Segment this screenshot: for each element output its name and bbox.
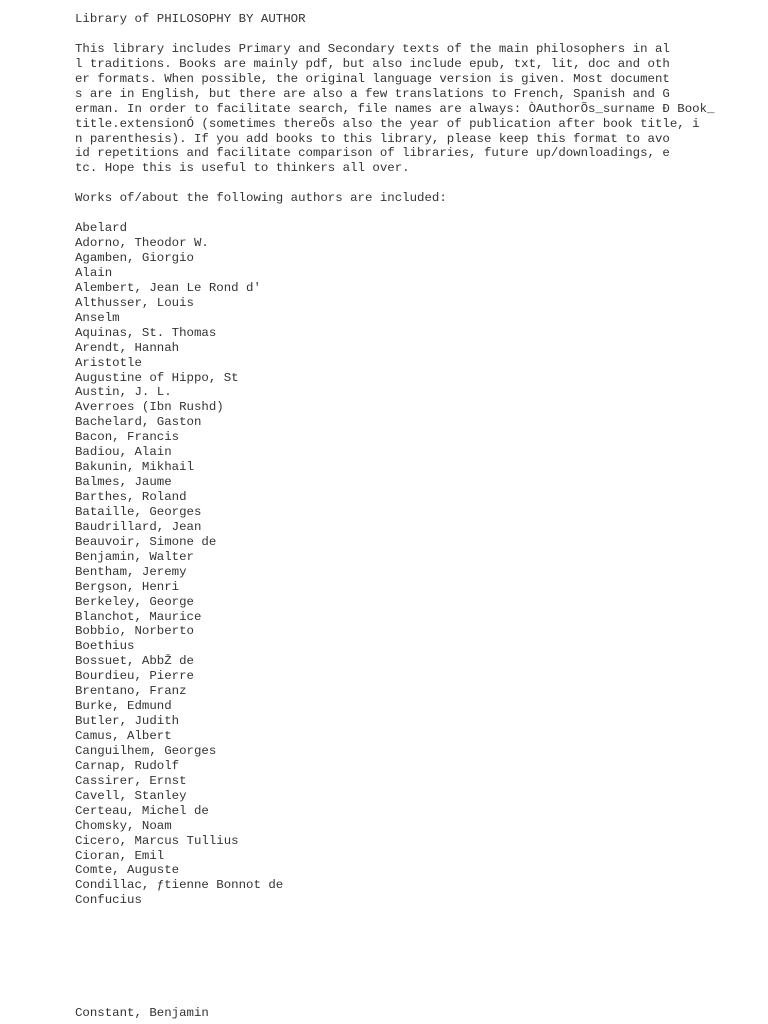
author-item: Certeau, Michel de bbox=[75, 803, 209, 818]
intro-line: n parenthesis). If you add books to this library, please keep this format to avo bbox=[75, 131, 670, 146]
author-item: Bergson, Henri bbox=[75, 579, 180, 594]
author-item: Bakunin, Mikhail bbox=[75, 460, 194, 475]
author-item: Berkeley, George bbox=[75, 594, 194, 609]
author-item: Bossuet, AbbŽ de bbox=[75, 654, 194, 669]
author-item: Baudrillard, Jean bbox=[75, 519, 202, 534]
author-item: Butler, Judith bbox=[75, 714, 180, 729]
author-item: Agamben, Giorgio bbox=[75, 251, 194, 265]
author-item: Camus, Albert bbox=[75, 729, 172, 743]
author-item: Burke, Edmund bbox=[75, 699, 172, 714]
intro-line: erman. In order to facilitate search, file names are always: ÒAuthorÕs_surname Ð Book_ bbox=[75, 101, 715, 116]
document-page bbox=[75, 12, 735, 908]
author-item: Alain bbox=[75, 265, 113, 280]
author-item-trailing: Constant, Benjamin bbox=[75, 1006, 209, 1020]
author-item: Comte, Auguste bbox=[75, 863, 180, 878]
author-item: Austin, J. L. bbox=[75, 385, 172, 400]
author-item: Barthes, Roland bbox=[75, 490, 187, 504]
works-heading: Works of/about the following authors are included: bbox=[75, 191, 447, 206]
author-item: Bacon, Francis bbox=[75, 430, 180, 445]
author-item: Arendt, Hannah bbox=[75, 340, 180, 355]
author-item: Althusser, Louis bbox=[75, 295, 194, 310]
intro-line: l traditions. Books are mainly pdf, but also include epub, txt, lit, doc and oth bbox=[75, 56, 670, 71]
author-item: Confucius bbox=[75, 893, 142, 908]
author-item: Aristotle bbox=[75, 355, 142, 370]
author-item: Bachelard, Gaston bbox=[75, 415, 202, 430]
intro-line: id repetitions and facilitate comparison of libraries, future up/downloadings, e bbox=[75, 146, 670, 161]
author-item: Benjamin, Walter bbox=[75, 549, 194, 564]
author-item: Adorno, Theodor W. bbox=[75, 236, 209, 251]
author-item: Beauvoir, Simone de bbox=[75, 534, 217, 549]
author-item: Cioran, Emil bbox=[75, 848, 165, 863]
author-item: Cavell, Stanley bbox=[75, 788, 187, 803]
author-item: Bourdieu, Pierre bbox=[75, 669, 194, 684]
spacer bbox=[75, 27, 735, 42]
intro-line: er formats. When possible, the original language version is given. Most document bbox=[75, 71, 670, 86]
author-item: Augustine of Hippo, St bbox=[75, 370, 239, 385]
author-item: Abelard bbox=[75, 221, 128, 236]
author-list bbox=[75, 221, 735, 908]
author-item: Brentano, Franz bbox=[75, 684, 187, 699]
author-item: Cassirer, Ernst bbox=[75, 773, 187, 788]
intro-line: title.extensionÓ (sometimes thereÕs also the year of publication after book title, i bbox=[75, 116, 700, 131]
author-item: Balmes, Jaume bbox=[75, 475, 172, 490]
author-item: Carnap, Rudolf bbox=[75, 758, 180, 773]
author-item: Canguilhem, Georges bbox=[75, 743, 217, 758]
author-item: Condillac, ƒtienne Bonnot de bbox=[75, 878, 284, 893]
author-item: Blanchot, Maurice bbox=[75, 609, 202, 624]
author-item: Bataille, Georges bbox=[75, 504, 202, 519]
author-item: Aquinas, St. Thomas bbox=[75, 325, 217, 340]
author-item: Boethius bbox=[75, 639, 135, 654]
intro-line: tc. Hope this is useful to thinkers all over. bbox=[75, 161, 410, 176]
intro-line: s are in English, but there are also a few translations to French, Spanish and G bbox=[75, 86, 670, 101]
author-item: Bentham, Jeremy bbox=[75, 564, 187, 579]
intro-paragraph bbox=[75, 42, 735, 176]
author-item: Anselm bbox=[75, 310, 120, 325]
spacer bbox=[75, 176, 735, 191]
document-title: Library of PHILOSOPHY BY AUTHOR bbox=[75, 12, 306, 26]
author-item: Averroes (Ibn Rushd) bbox=[75, 400, 224, 415]
author-item: Alembert, Jean Le Rond d' bbox=[75, 280, 261, 295]
intro-line: This library includes Primary and Secondary texts of the main philosophers in al bbox=[75, 41, 670, 56]
spacer bbox=[75, 206, 735, 221]
author-item: Cicero, Marcus Tullius bbox=[75, 833, 239, 848]
author-item: Bobbio, Norberto bbox=[75, 624, 194, 639]
author-item: Chomsky, Noam bbox=[75, 818, 172, 833]
author-item: Badiou, Alain bbox=[75, 445, 172, 460]
